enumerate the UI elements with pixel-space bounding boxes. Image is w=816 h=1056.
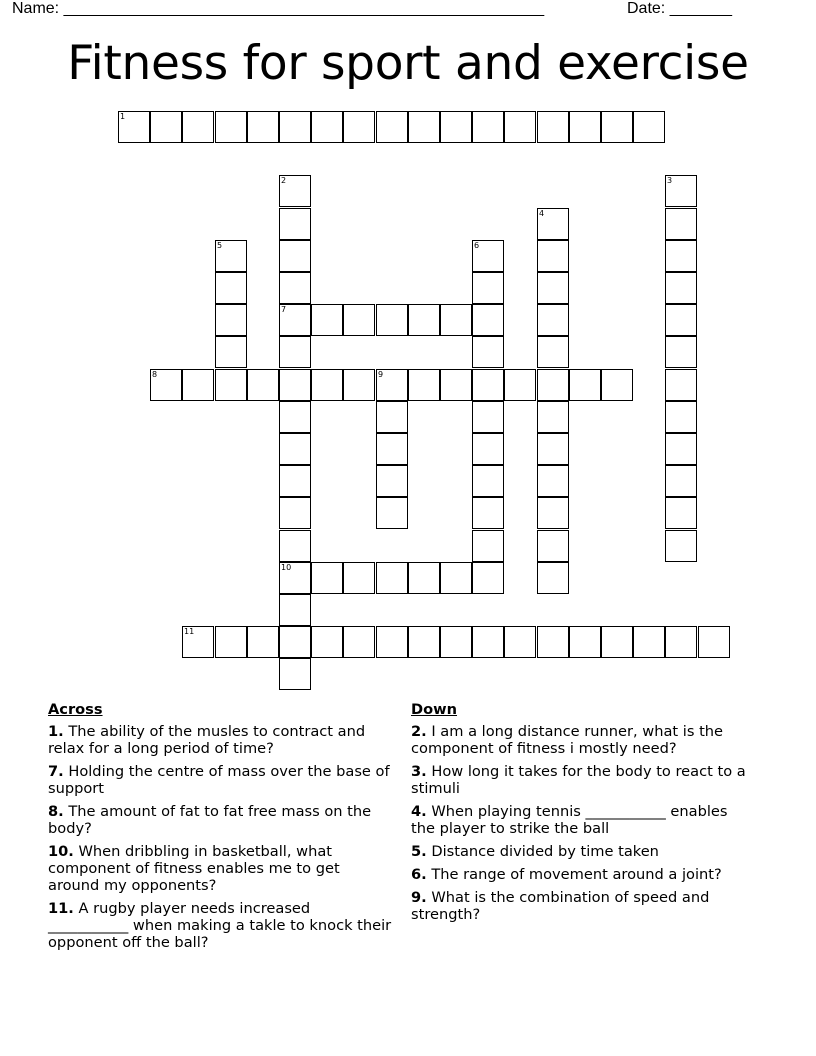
grid-cell[interactable] (665, 272, 697, 304)
grid-cell[interactable] (376, 111, 408, 143)
across-clue-10 (48, 843, 393, 894)
down-clue-3 (411, 763, 756, 797)
across-clue-11 (48, 900, 393, 951)
cell-number: 1 (120, 112, 126, 121)
cell-number: 2 (281, 176, 287, 185)
grid-cell[interactable] (665, 208, 697, 240)
grid-cell[interactable] (472, 530, 504, 562)
grid-cell[interactable] (408, 626, 440, 658)
grid-cell[interactable] (537, 111, 569, 143)
grid-cell[interactable] (633, 626, 665, 658)
clue-number: 9. (411, 889, 427, 906)
cell-number: 8 (152, 370, 158, 379)
grid-cell[interactable] (504, 111, 536, 143)
grid-cell[interactable] (279, 530, 311, 562)
grid-cell[interactable] (376, 401, 408, 433)
name-label: Name: (12, 0, 60, 17)
grid-cell[interactable] (279, 240, 311, 272)
grid-cell[interactable] (440, 562, 472, 594)
grid-cell[interactable] (665, 369, 697, 401)
clue-text: The amount of fat to fat free mass on the body? (48, 803, 372, 837)
grid-cell[interactable] (215, 369, 247, 401)
grid-cell[interactable] (569, 111, 601, 143)
grid-cell[interactable] (215, 272, 247, 304)
grid-cell[interactable] (472, 401, 504, 433)
grid-cell[interactable] (343, 111, 375, 143)
cell-number: 7 (281, 305, 287, 314)
clue-text: A rugby player needs increased ___________ when making a takle to knock their opponent off the ball? (48, 900, 392, 951)
across-clue-7 (48, 763, 393, 797)
grid-cell[interactable] (601, 369, 633, 401)
grid-cell[interactable] (408, 111, 440, 143)
grid-cell[interactable] (698, 626, 730, 658)
clue-text: What is the combination of speed and strength? (411, 889, 710, 923)
cell-number: 5 (217, 241, 223, 250)
grid-cell[interactable] (665, 175, 697, 207)
grid-cell[interactable] (504, 369, 536, 401)
grid-cell[interactable] (279, 111, 311, 143)
down-clue-5 (411, 843, 756, 860)
clue-text: When playing tennis ___________ enables the player to strike the ball (411, 803, 728, 837)
clue-number: 7. (48, 763, 64, 780)
grid-cell[interactable] (376, 304, 408, 336)
grid-cell[interactable] (472, 240, 504, 272)
grid-cell[interactable] (343, 626, 375, 658)
cell-number: 9 (378, 370, 384, 379)
grid-cell[interactable] (279, 369, 311, 401)
date-line: _______ (669, 0, 732, 17)
grid-cell[interactable] (665, 497, 697, 529)
down-clue-6 (411, 866, 756, 883)
grid-cell[interactable] (472, 562, 504, 594)
grid-cell[interactable] (537, 272, 569, 304)
grid-cell[interactable] (279, 497, 311, 529)
grid-cell[interactable] (665, 336, 697, 368)
grid-cell[interactable] (408, 369, 440, 401)
grid-cell[interactable] (408, 562, 440, 594)
grid-cell[interactable] (311, 369, 343, 401)
grid-cell[interactable] (311, 304, 343, 336)
grid-cell[interactable] (665, 465, 697, 497)
grid-cell[interactable] (665, 304, 697, 336)
grid-cell[interactable] (665, 626, 697, 658)
grid-cell[interactable] (215, 111, 247, 143)
grid-cell[interactable] (279, 304, 311, 336)
grid-cell[interactable] (472, 111, 504, 143)
grid-cell[interactable] (279, 626, 311, 658)
grid-cell[interactable] (215, 304, 247, 336)
down-clue-2 (411, 723, 756, 757)
name-line: ______________________________________________________ (63, 0, 545, 17)
down-clue-4 (411, 803, 756, 837)
grid-cell[interactable] (472, 433, 504, 465)
across-clues (48, 701, 393, 957)
across-heading: Across (48, 701, 103, 718)
grid-cell[interactable] (537, 336, 569, 368)
cell-number: 11 (184, 627, 195, 636)
grid-cell[interactable] (182, 626, 214, 658)
down-clues (411, 701, 756, 929)
grid-cell[interactable] (665, 240, 697, 272)
grid-cell[interactable] (279, 594, 311, 626)
grid-cell[interactable] (247, 369, 279, 401)
grid-cell[interactable] (247, 111, 279, 143)
grid-cell[interactable] (376, 369, 408, 401)
grid-cell[interactable] (182, 111, 214, 143)
grid-cell[interactable] (247, 626, 279, 658)
grid-cell[interactable] (279, 465, 311, 497)
grid-cell[interactable] (440, 111, 472, 143)
grid-cell[interactable] (665, 401, 697, 433)
cell-number: 10 (281, 563, 292, 572)
clue-text: Holding the centre of mass over the base of support (48, 763, 390, 797)
grid-cell[interactable] (150, 369, 182, 401)
clue-number: 8. (48, 803, 64, 820)
cell-number: 3 (667, 176, 673, 185)
grid-cell[interactable] (601, 626, 633, 658)
clue-number: 10. (48, 843, 74, 860)
grid-cell[interactable] (343, 562, 375, 594)
grid-cell[interactable] (537, 304, 569, 336)
grid-cell[interactable] (537, 497, 569, 529)
grid-cell[interactable] (472, 626, 504, 658)
grid-cell[interactable] (376, 433, 408, 465)
grid-cell[interactable] (215, 626, 247, 658)
clue-number: 6. (411, 866, 427, 883)
grid-cell[interactable] (279, 336, 311, 368)
grid-cell[interactable] (279, 272, 311, 304)
grid-cell[interactable] (633, 111, 665, 143)
grid-cell[interactable] (569, 626, 601, 658)
clue-text: Distance divided by time taken (431, 843, 659, 860)
clue-text: I am a long distance runner, what is the component of fitness i mostly need? (411, 723, 724, 757)
clue-number: 2. (411, 723, 427, 740)
grid-cell[interactable] (537, 401, 569, 433)
grid-cell[interactable] (376, 497, 408, 529)
clue-text: The range of movement around a joint? (431, 866, 722, 883)
grid-cell[interactable] (601, 111, 633, 143)
down-clue-9 (411, 889, 756, 923)
grid-cell[interactable] (408, 304, 440, 336)
clue-number: 1. (48, 723, 64, 740)
grid-cell[interactable] (569, 369, 601, 401)
grid-cell[interactable] (376, 465, 408, 497)
grid-cell[interactable] (279, 401, 311, 433)
grid-cell[interactable] (537, 465, 569, 497)
grid-cell[interactable] (182, 369, 214, 401)
across-clue-8 (48, 803, 393, 837)
grid-cell[interactable] (150, 111, 182, 143)
grid-cell[interactable] (343, 369, 375, 401)
grid-cell[interactable] (376, 562, 408, 594)
clue-text: When dribbling in basketball, what component of fitness enables me to get around my opponents? (48, 843, 340, 894)
grid-cell[interactable] (311, 626, 343, 658)
grid-cell[interactable] (279, 658, 311, 690)
grid-cell[interactable] (537, 626, 569, 658)
grid-cell[interactable] (472, 272, 504, 304)
grid-cell[interactable] (537, 433, 569, 465)
clue-number: 11. (48, 900, 74, 917)
grid-cell[interactable] (440, 626, 472, 658)
grid-cell[interactable] (472, 465, 504, 497)
grid-cell[interactable] (537, 240, 569, 272)
page-title: Fitness for sport and exercise (67, 36, 749, 91)
clue-number: 4. (411, 803, 427, 820)
down-heading: Down (411, 701, 458, 718)
grid-cell[interactable] (215, 336, 247, 368)
date-label: Date: (627, 0, 666, 17)
grid-cell[interactable] (311, 111, 343, 143)
clue-number: 3. (411, 763, 427, 780)
grid-cell[interactable] (279, 175, 311, 207)
grid-cell[interactable] (537, 369, 569, 401)
grid-cell[interactable] (472, 369, 504, 401)
grid-cell[interactable] (279, 208, 311, 240)
grid-cell[interactable] (537, 208, 569, 240)
grid-cell[interactable] (472, 304, 504, 336)
grid-cell[interactable] (311, 562, 343, 594)
grid-cell[interactable] (537, 530, 569, 562)
cell-number: 4 (539, 209, 545, 218)
across-clue-1 (48, 723, 393, 757)
grid-cell[interactable] (504, 626, 536, 658)
clue-text: The ability of the musles to contract and relax for a long period of time? (48, 723, 366, 757)
grid-cell[interactable] (440, 304, 472, 336)
grid-cell[interactable] (665, 530, 697, 562)
grid-cell[interactable] (537, 562, 569, 594)
grid-cell[interactable] (279, 562, 311, 594)
grid-cell[interactable] (279, 433, 311, 465)
clue-number: 5. (411, 843, 427, 860)
grid-cell[interactable] (343, 304, 375, 336)
grid-cell[interactable] (376, 626, 408, 658)
grid-cell[interactable] (472, 497, 504, 529)
grid-cell[interactable] (215, 240, 247, 272)
clue-text: How long it takes for the body to react to a stimuli (411, 763, 746, 797)
grid-cell[interactable] (118, 111, 150, 143)
grid-cell[interactable] (665, 433, 697, 465)
grid-cell[interactable] (472, 336, 504, 368)
grid-cell[interactable] (440, 369, 472, 401)
cell-number: 6 (474, 241, 480, 250)
